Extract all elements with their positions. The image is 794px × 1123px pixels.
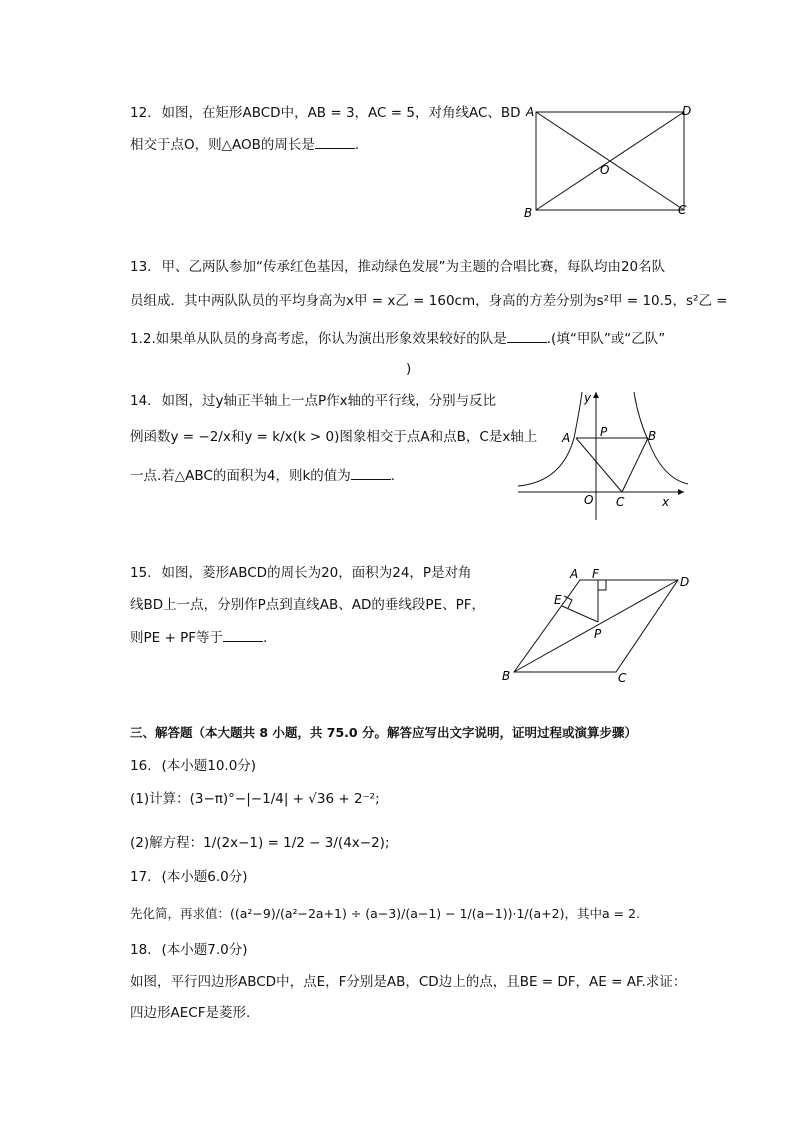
q14-line3 [130, 465, 395, 485]
q12-figure-rectangle [520, 100, 700, 225]
q12-label-b: B [524, 206, 533, 220]
q17-number: 17. [130, 869, 152, 885]
q13-text3-end: .(填“甲队”或“乙队” [546, 331, 666, 347]
q12-end: . [354, 137, 360, 153]
q15-line3 [130, 627, 267, 647]
q15-line1 [130, 564, 472, 582]
q14-label-p: P [600, 425, 608, 439]
q14-label-y: y [584, 391, 592, 405]
q15-label-f: F [592, 567, 599, 581]
q14-text1: 如图，过y轴正半轴上一点P作x轴的平行线，分别与反比 [161, 393, 497, 409]
q12-label-o: O [600, 163, 610, 177]
q15-end: . [262, 630, 268, 646]
q16-number: 16. [130, 758, 152, 774]
q13-answer-blank[interactable] [507, 328, 547, 343]
q15-line2 [130, 596, 485, 614]
q15-label-e: E [554, 593, 562, 607]
q14-text3: 一点.若△ABC的面积为4，则k的值为 [130, 468, 351, 484]
q15-text3: 则PE + PF等于 [130, 630, 223, 646]
q17-score: (本小题6.0分) [161, 869, 248, 885]
q15-text1: 如图，菱形ABCD的周长为20，面积为24，P是对角 [161, 565, 472, 581]
q13-line4 [406, 360, 411, 378]
q14-text2: 例函数y = −2/x和y = k/x(k > 0)图象相交于点A和点B，C是x轴上 [130, 429, 538, 445]
q16-score: (本小题10.0分) [161, 758, 257, 774]
q15-label-p: P [594, 627, 602, 641]
q15-label-d: D [680, 575, 690, 589]
q12-text2: 相交于点O，则△AOB的周长是 [130, 137, 315, 153]
q14-line2 [130, 428, 537, 446]
q13-text2: 员组成．其中两队队员的平均身高为x甲 = x乙 = 160cm，身高的方差分别为s²甲 = 10.5，s²乙 = [130, 293, 728, 309]
section3-heading: 三、解答题（本大题共 8 小题，共 75.0 分。解答应写出文字说明，证明过程或演算步骤） [130, 725, 637, 740]
q18-line1: 如图，平行四边形ABCD中，点E，F分别是AB，CD边上的点，且BE = DF，AE = AF.求证： [130, 974, 687, 990]
q12-line2 [130, 134, 359, 154]
q13-line2 [130, 292, 728, 310]
q12-number: 12. [130, 105, 152, 121]
q12-label-a: A [526, 105, 535, 119]
q14-label-x: x [662, 495, 670, 509]
q13-line3 [130, 328, 665, 348]
q18-header [130, 941, 248, 959]
q14-answer-blank[interactable] [351, 465, 391, 480]
q18-number: 18. [130, 942, 152, 958]
q16-header [130, 757, 256, 775]
q16-part1: (1)计算：(3−π)°−|−1/4| + √36 + 2⁻²; [130, 791, 380, 807]
q13-line1 [130, 258, 665, 276]
q12-label-c: C [678, 203, 687, 217]
q17-header [130, 868, 248, 886]
q15-label-a: A [570, 567, 579, 581]
q15-figure-rhombus [498, 566, 698, 686]
q17-text: 先化简，再求值：((a²−9)/(a²−2a+1) ÷ (a−3)/(a−1) − 1/(a−1))·1/(a+2)，其中a = 2. [130, 906, 640, 921]
q15-answer-blank[interactable] [223, 627, 263, 642]
q14-number: 14. [130, 393, 152, 409]
q14-label-o: O [584, 493, 594, 507]
q14-label-a: A [562, 431, 571, 445]
q15-number: 15. [130, 565, 152, 581]
q16-part2: (2)解方程：1/(2x−1) = 1/2 − 3/(4x−2); [130, 835, 390, 851]
q13-number: 13. [130, 259, 152, 275]
q12-line1 [130, 104, 521, 122]
q14-line1 [130, 392, 496, 410]
q12-text1: 如图，在矩形ABCD中，AB = 3，AC = 5，对角线AC、BD [161, 105, 521, 121]
q14-figure-graph [512, 388, 692, 523]
q18-line2: 四边形AECF是菱形. [130, 1005, 251, 1021]
q12-label-d: D [682, 104, 692, 118]
q13-text1: 甲、乙两队参加“传承红色基因，推动绿色发展”为主题的合唱比赛，每队均由20名队 [161, 259, 666, 275]
q14-label-c: C [616, 495, 625, 509]
q15-label-b: B [502, 669, 511, 683]
q13-text3: 1.2.如果单从队员的身高考虑，你认为演出形象效果较好的队是 [130, 331, 507, 347]
q14-end: . [390, 468, 396, 484]
q12-answer-blank[interactable] [315, 134, 355, 149]
q13-text4: ) [406, 361, 412, 377]
q15-text2: 线BD上一点，分别作P点到直线AB、AD的垂线段PE、PF， [130, 597, 486, 613]
q18-score: (本小题7.0分) [161, 942, 248, 958]
q14-label-b: B [648, 429, 657, 443]
q15-label-c: C [618, 671, 627, 685]
